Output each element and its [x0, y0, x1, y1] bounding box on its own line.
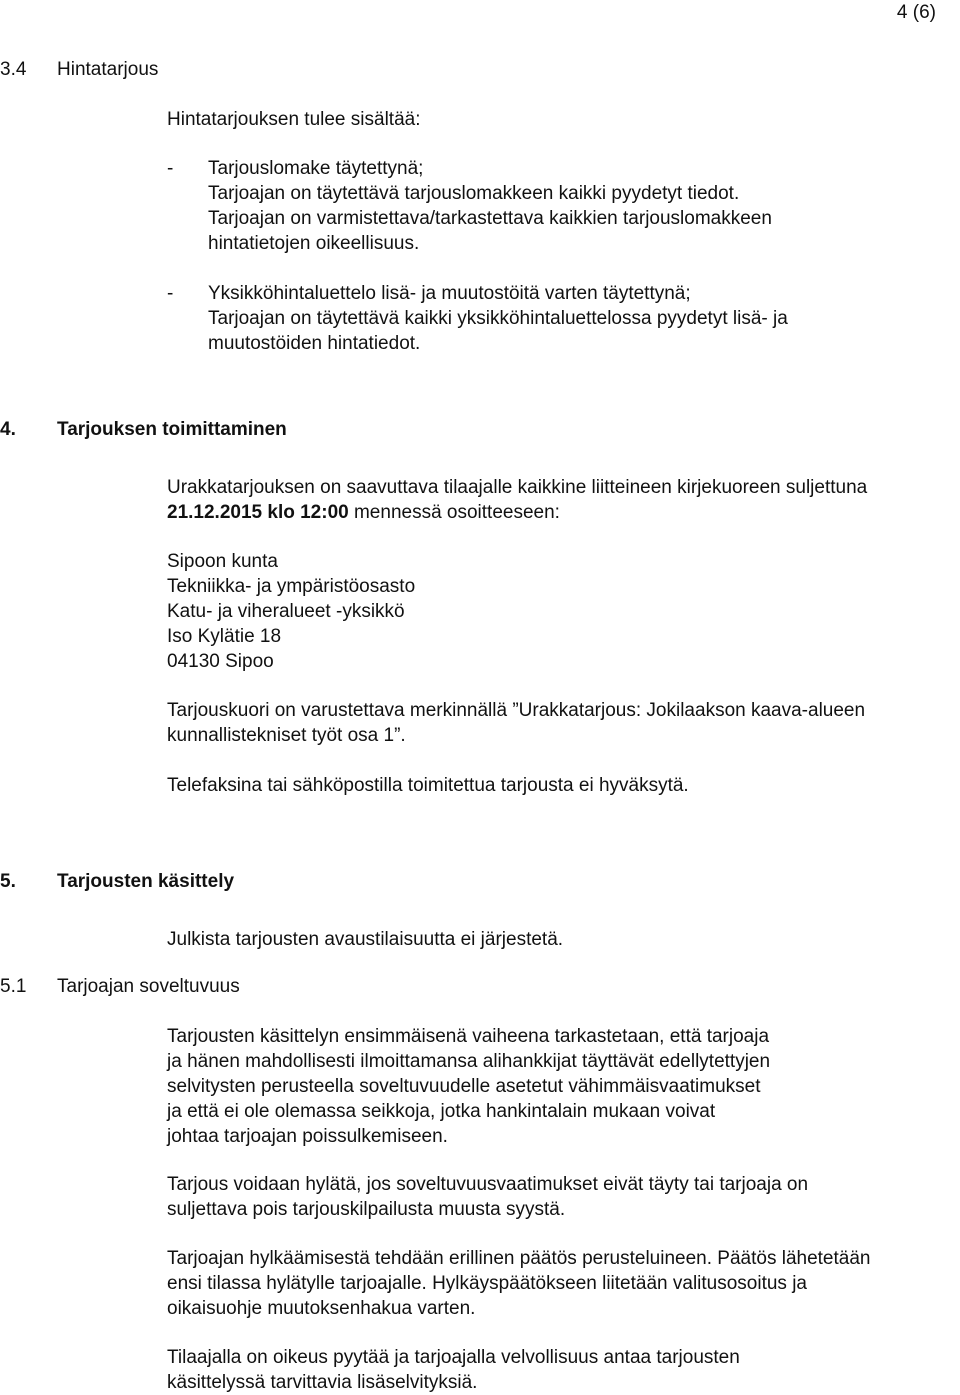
list-item-1-line-1: Tarjouslomake täytettynä; — [208, 158, 424, 179]
section-5-paragraph-1: Julkista tarjousten avaustilaisuutta ei järjestetä. — [167, 929, 564, 950]
list-dash-1: - — [167, 158, 174, 179]
address-line-3: Katu- ja viheralueet -yksikkö — [167, 601, 405, 622]
section-4-paragraph-2 — [167, 698, 865, 748]
section-3-4-number: 3.4 — [0, 59, 27, 80]
section-4-p1-line-1: Urakkatarjouksen on saavuttava tilaajalle kaikkine liitteineen kirjekuoreen suljettuna — [167, 477, 868, 498]
section-4-title: Tarjouksen toimittaminen — [57, 419, 287, 440]
list-item-1-line-2: Tarjoajan on täytettävä tarjouslomakkeen kaikki pyydetyt tiedot. — [208, 183, 740, 204]
address-line-4: Iso Kylätie 18 — [167, 626, 282, 647]
page-number: 4 (6) — [896, 2, 936, 23]
section-4-number: 4. — [0, 419, 16, 440]
section-5-1-p1-line-1: Tarjousten käsittelyn ensimmäisenä vaiheena tarkastetaan, että tarjoaja — [167, 1026, 770, 1047]
section-5-number: 5. — [0, 871, 16, 892]
delivery-address — [167, 549, 415, 674]
list-item-2-line-2: Tarjoajan on täytettävä kaikki yksikköhintaluettelossa pyydetyt lisä- ja — [208, 308, 788, 329]
deadline-rest: mennessä osoitteeseen: — [348, 502, 560, 523]
section-5-1-p1-line-4: ja että ei ole olemassa seikkoja, jotka hankintalain mukaan voivat — [167, 1101, 716, 1122]
section-5-1-paragraph-4 — [167, 1345, 740, 1395]
section-5-1-p2-line-1: Tarjous voidaan hylätä, jos soveltuvuusvaatimukset eivät täyty tai tarjoaja on — [167, 1174, 809, 1195]
address-line-2: Tekniikka- ja ympäristöosasto — [167, 576, 416, 597]
section-5-title: Tarjousten käsittely — [57, 871, 235, 892]
section-5-1-p3-line-2: ensi tilassa hylätylle tarjoajalle. Hylkäyspäätökseen liitetään valitusosoitus ja — [167, 1273, 807, 1294]
section-5-1-p1-line-2: ja hänen mahdollisesti ilmoittamansa alihankkijat täyttävät edellytettyjen — [167, 1051, 771, 1072]
section-4-paragraph-1 — [167, 475, 867, 525]
deadline-date: 21.12.2015 klo 12:00 — [167, 502, 349, 523]
section-4-p2-line-1: Tarjouskuori on varustettava merkinnällä ”Urakkatarjous: Jokilaakson kaava-alueen — [167, 700, 866, 721]
section-4-p2-line-2: kunnallistekniset työt osa 1”. — [167, 725, 406, 746]
section-5-1-p1-line-3: selvitysten perusteella soveltuvuudelle asetetut vähimmäisvaatimukset — [167, 1076, 761, 1097]
section-5-1-p4-line-1: Tilaajalla on oikeus pyytää ja tarjoajalla velvollisuus antaa tarjousten — [167, 1347, 740, 1368]
section-5-1-p3-line-1: Tarjoajan hylkäämisestä tehdään erillinen päätös perusteluineen. Päätös lähetetään — [167, 1248, 871, 1269]
section-5-1-paragraph-2 — [167, 1172, 808, 1222]
section-5-1-p2-line-2: suljettava pois tarjouskilpailusta muusta syystä. — [167, 1199, 566, 1220]
address-line-5: 04130 Sipoo — [167, 651, 274, 672]
section-5-1-paragraph-3 — [167, 1246, 870, 1321]
list-item-1-line-4: hintatietojen oikeellisuus. — [208, 233, 420, 254]
section-3-4-title: Hintatarjous — [57, 59, 159, 80]
list-item-1 — [208, 156, 772, 256]
section-5-1-p3-line-3: oikaisuohje muutoksenhakua varten. — [167, 1298, 476, 1319]
list-item-2 — [208, 281, 788, 356]
section-4-p1-line-2 — [167, 500, 867, 525]
section-5-1-number: 5.1 — [0, 976, 27, 997]
list-item-2-line-3: muutostöiden hintatiedot. — [208, 333, 421, 354]
list-item-1-line-3: Tarjoajan on varmistettava/tarkastettava kaikkien tarjouslomakkeen — [208, 208, 772, 229]
section-4-paragraph-3: Telefaksina tai sähköpostilla toimitettua tarjousta ei hyväksytä. — [167, 775, 689, 796]
section-5-1-p4-line-2: käsittelyssä tarvittavia lisäselvityksiä. — [167, 1372, 478, 1393]
section-5-1-paragraph-1 — [167, 1024, 770, 1149]
list-dash-2: - — [167, 283, 174, 304]
address-line-1: Sipoon kunta — [167, 551, 278, 572]
section-5-1-p1-line-5: johtaa tarjoajan poissulkemiseen. — [167, 1126, 448, 1147]
section-5-1-title: Tarjoajan soveltuvuus — [57, 976, 240, 997]
list-item-2-line-1: Yksikköhintaluettelo lisä- ja muutostöitä varten täytettynä; — [208, 283, 691, 304]
section-3-4-intro: Hintatarjouksen tulee sisältää: — [167, 109, 421, 130]
